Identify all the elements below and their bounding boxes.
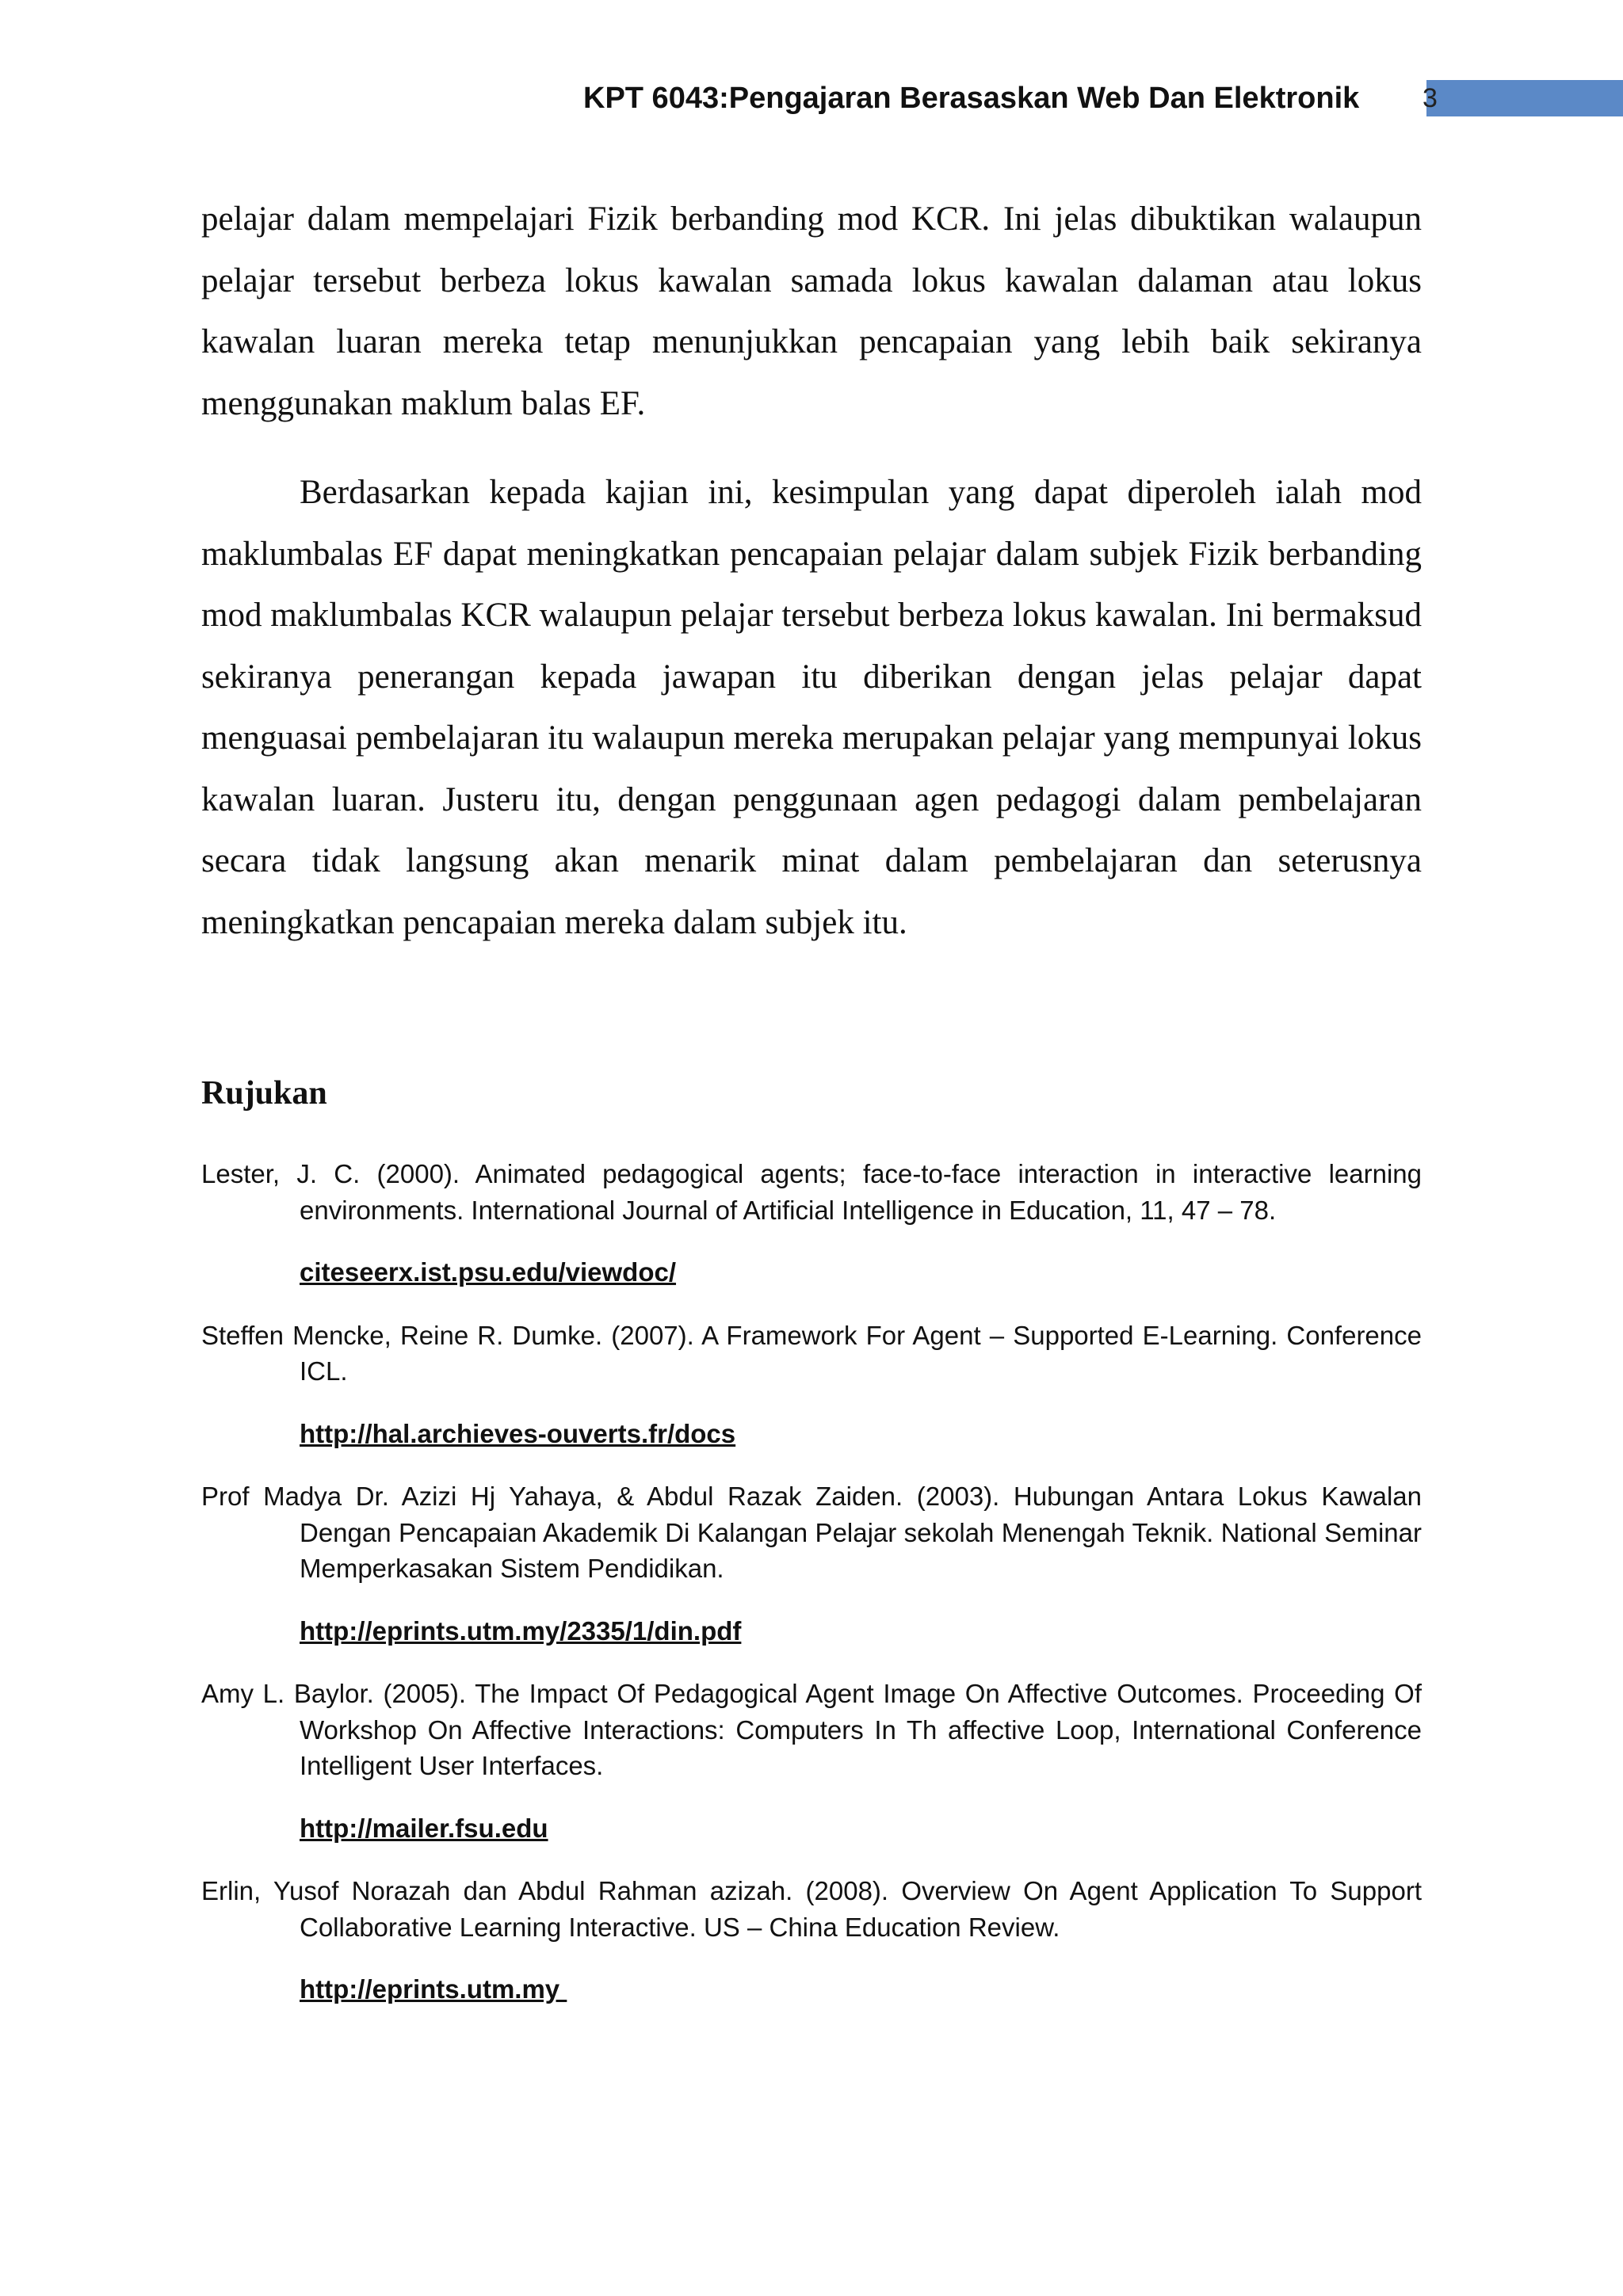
reference-item (201, 1676, 1422, 1846)
reference-item (201, 1156, 1422, 1291)
reference-link[interactable]: http://eprints.utm.my (300, 1974, 567, 2004)
reference-citation: Prof Madya Dr. Azizi Hj Yahaya, & Abdul Razak Zaiden. (2003). Hubungan Antara Lokus Kawalan Dengan Pencapaian Akademik Di Kalangan Pelajar sekolah Menengah Teknik. National Seminar Memperkasakan Sistem Pendidikan. (201, 1482, 1422, 1583)
body-paragraph: Berdasarkan kepada kajian ini, kesimpulan yang dapat diperoleh ialah mod maklumbalas EF dapat meningkatkan pencapaian pelajar dalam subjek Fizik berbanding mod maklumbalas KCR walaupun pelajar tersebut berbeza lokus kawalan. Ini bermaksud sekiranya penerangan kepada jawapan itu diberikan dengan jelas pelajar dapat menguasai pembelajaran itu walaupun mereka merupakan pelajar yang mempunyai lokus kawalan luaran. Justeru itu, dengan penggunaan agen pedagogi dalam pembelajaran secara tidak langsung akan menarik minat dalam pembelajaran dan seterusnya meningkatkan pencapaian mereka dalam subjek itu. (201, 474, 1422, 941)
reference-link[interactable]: citeseerx.ist.psu.edu/viewdoc/ (300, 1257, 677, 1287)
references-heading: Rujukan (201, 1075, 327, 1112)
reference-citation: Steffen Mencke, Reine R. Dumke. (2007). A Framework For Agent – Supported E-Learning. Conference ICL. (201, 1320, 1422, 1386)
reference-item (201, 1873, 1422, 2008)
page-number: 3 (1423, 83, 1438, 113)
header-title: KPT 6043:Pengajaran Berasaskan Web Dan Elektronik (583, 82, 1360, 115)
reference-link[interactable]: http://eprints.utm.my/2335/1/din.pdf (300, 1615, 742, 1646)
reference-link[interactable]: http://hal.archieves-ouverts.fr/docs (300, 1418, 736, 1448)
reference-citation: Amy L. Baylor. (2005). The Impact Of Pedagogical Agent Image On Affective Outcomes. Proceeding Of Workshop On Affective Interactions: Computers In Th affective Loop, International Conference Intelligent User Interfaces. (201, 1679, 1422, 1780)
reference-item (201, 1318, 1422, 1452)
reference-item (201, 1478, 1422, 1649)
reference-list (201, 1156, 1422, 2035)
reference-link[interactable]: http://mailer.fsu.edu (300, 1813, 548, 1843)
reference-citation: Erlin, Yusof Norazah dan Abdul Rahman azizah. (2008). Overview On Agent Application To Support Collaborative Learning Interactive. US – China Education Review. (201, 1876, 1422, 1942)
body-paragraph: pelajar dalam mempelajari Fizik berbanding mod KCR. Ini jelas dibuktikan walaupun pelajar tersebut berbeza lokus kawalan samada lokus kawalan dalaman atau lokus kawalan luaran mereka tetap menunjukkan pencapaian yang lebih baik sekiranya menggunakan maklum balas EF. (201, 200, 1422, 422)
reference-citation: Lester, J. C. (2000). Animated pedagogical agents; face-to-face interaction in interactive learning environments. International Journal of Artificial Intelligence in Education, 11, 47 – 78. (201, 1159, 1422, 1225)
header-accent-bar (1426, 80, 1623, 116)
